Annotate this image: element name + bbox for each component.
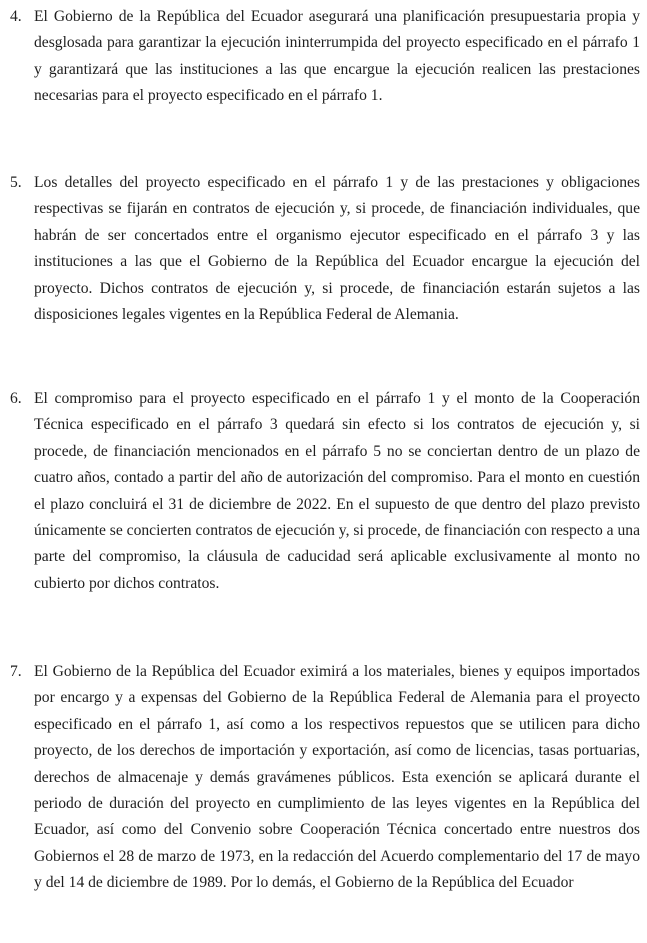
clause-6 [10,386,640,597]
clause-number: 6. [10,390,22,407]
clause-text: El Gobierno de la República del Ecuador asegurará una planificación presupuestaria propia y desglosada para garantizar la ejecución ininterrumpida del proyecto especificado en el párrafo 1 y garantizará que las instituciones a las que encargue la ejecución realicen las prestaciones necesarias para el proyecto especificado en el párrafo 1. [34,8,640,105]
clause-number: 7. [10,663,22,680]
clause-text: El Gobierno de la República del Ecuador eximirá a los materiales, bienes y equipos importados por encargo y a expensas del Gobierno de la República Federal de Alemania para el proyecto especificado en el párrafo 1, así como a los respectivos repuestos que se utilicen para dicho proyecto, de los derechos de importación y exportación, así como de licencias, tasas portuarias, derechos de almacenaje y demás gravámenes públicos. Esta exención se aplicará durante el periodo de duración del proyecto en cumplimiento de las leyes vigentes en la República del Ecuador, así como del Convenio sobre Cooperación Técnica concertado entre nuestros dos Gobiernos el 28 de marzo de 1973, en la redacción del Acuerdo complementario del 17 de mayo y del 14 de diciembre de 1989. Por lo demás, el Gobierno de la República del Ecuador [34,663,640,892]
clause-text: El compromiso para el proyecto especificado en el párrafo 1 y el monto de la Cooperación Técnica especificado en el párrafo 3 quedará sin efecto si los contratos de ejecución y, si procede, de financiación mencionados en el párrafo 5 no se conciertan dentro de un plazo de cuatro años, contado a partir del año de autorización del compromiso. Para el monto en cuestión el plazo concluirá el 31 de diciembre de 2022. En el supuesto de que dentro del plazo previsto únicamente se concierten contratos de ejecución y, si procede, de financiación con respecto a una parte del compromiso, la cláusula de caducidad será aplicable exclusivamente al monto no cubierto por dichos contratos. [34,390,641,592]
clause-number: 5. [10,174,22,191]
clause-5 [10,170,640,328]
clause-4 [10,4,640,110]
clause-7 [10,659,640,897]
clause-number: 4. [10,8,22,25]
clause-text: Los detalles del proyecto especificado en el párrafo 1 y de las prestaciones y obligaciones respectivas se fijarán en contratos de ejecución y, si procede, de financiación individuales, que habrán de ser concertados entre el organismo ejecutor especificado en el párrafo 3 y las instituciones a las que el Gobierno de la República del Ecuador encargue la ejecución del proyecto. Dichos contratos de ejecución y, si procede, de financiación estarán sujetos a las disposiciones legales vigentes en la República Federal de Alemania. [34,174,640,324]
